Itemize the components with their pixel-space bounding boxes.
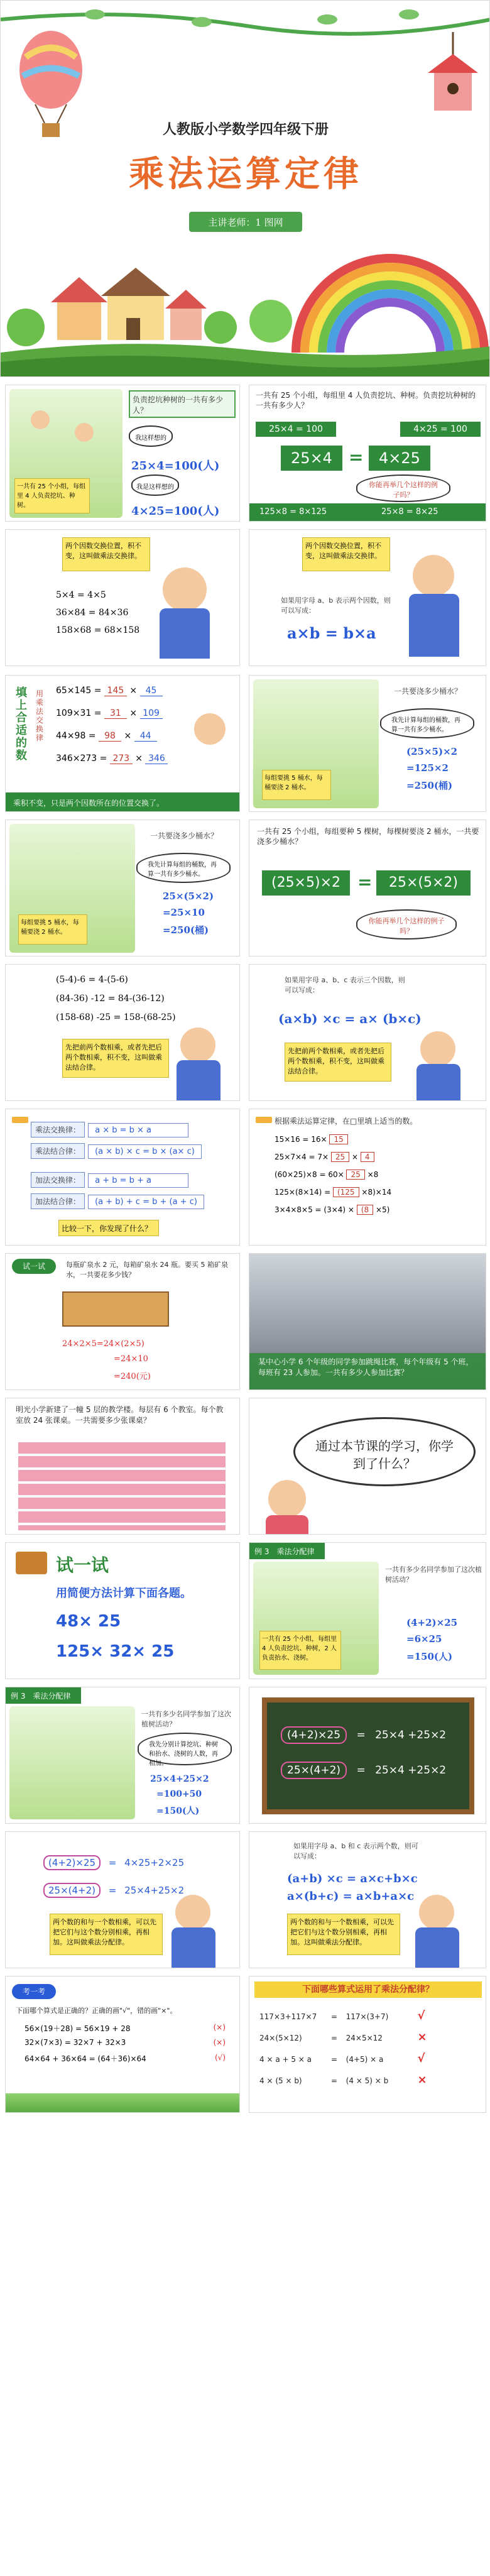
big-right: 4×25	[369, 446, 430, 471]
dist-mid: =	[330, 2012, 337, 2021]
q-1: 48× 25	[56, 1612, 121, 1631]
fill-row-2	[275, 1152, 374, 1162]
question: 一共有多少名同学参加了这次植树活动？	[141, 1710, 231, 1728]
fill-left: 3×4×8×5 = (3×4) ×	[275, 1205, 354, 1214]
teacher-icon	[419, 1895, 454, 1930]
line-3: 158×68 = 68×158	[56, 625, 140, 635]
bubble-text: 通过本节课的学习，你学到了什么？	[315, 1439, 454, 1471]
dist-mid: =	[330, 2055, 337, 2064]
foot-text: 乘积不变，只是两个因数所在的位置交换了。	[13, 799, 165, 808]
eq-right-panel: 4×25 = 100	[400, 422, 481, 437]
slide-14-jump-rope	[249, 1253, 486, 1390]
big-left: 25×4	[281, 446, 342, 471]
row-left: 44×98 =	[56, 731, 96, 741]
quiz-text: 64×64 + 36×64 = (64＋36)×64	[24, 2054, 146, 2063]
header-badge: 考一考	[12, 1984, 56, 1999]
slide-16-summary-question	[249, 1398, 486, 1535]
slide-13-water-bottles	[5, 1253, 240, 1390]
row-op: ×	[129, 686, 138, 696]
quiz-row-3	[24, 2053, 232, 2064]
quiz-mark: (×)	[213, 2023, 226, 2032]
eq-left-panel: 25×4 = 100	[256, 422, 336, 437]
dist-mid: =	[330, 2034, 337, 2042]
eq-1: 25×4+25×2	[150, 1774, 209, 1784]
eq-1: 25×(5×2)	[163, 891, 214, 902]
rule-note: 先把前两个数相乘，或者先把后两个数相乘，积不变，这叫做乘法结合律。	[285, 1043, 391, 1082]
row-a: 273	[110, 754, 133, 764]
slide-22-distributive-formula	[249, 1831, 486, 1968]
fill-box: (125	[333, 1187, 359, 1197]
slide-21-distributive-rule	[5, 1831, 240, 1968]
dist-right: (4 × 5) × b	[346, 2076, 389, 2085]
line-2: 36×84 = 84×36	[56, 608, 129, 618]
book-icon	[16, 1552, 47, 1574]
teacher-icon	[180, 1028, 215, 1063]
eq-3: =250(桶)	[163, 924, 209, 936]
dist-mark: ×	[417, 2031, 427, 2044]
teacher-icon	[163, 567, 207, 611]
rule-note: 两个因数交换位置，积不变，这叫做乘法交换律。	[62, 537, 150, 571]
dist-left: 117×3+117×7	[259, 2012, 317, 2021]
row-2	[56, 708, 194, 719]
eq-1: 24×2×5=24×(2×5)	[62, 1339, 144, 1349]
dist-right: 117×(3+7)	[346, 2012, 389, 2021]
boxes-icon	[62, 1291, 169, 1327]
instruction: 根据乘法运算定律，在□里填上适当的数。	[275, 1117, 418, 1126]
slide-20-distributive-board	[249, 1687, 486, 1824]
page-footer-space	[0, 2119, 490, 2576]
problem-text: 一共有 25 个小组，每组要种 5 棵树，每棵树要浇 2 桶水，一共要浇多少桶水？	[257, 827, 479, 846]
fill-box: 25	[331, 1152, 349, 1162]
dist-left: 24×(5×12)	[259, 2034, 302, 2042]
intro: 下面哪个算式是正确的？正确的画"√"，错的画"×"。	[16, 2007, 177, 2015]
kid-1-icon	[31, 410, 50, 429]
row-b: 44	[134, 731, 157, 742]
slide-23-quiz	[5, 1976, 240, 2113]
row-b: 109	[140, 708, 163, 719]
header: 试一试	[56, 1555, 109, 1576]
question-bubble: 负责挖坑种树的一共有多少人？	[129, 390, 236, 418]
question: 一共要浇多少桶水？	[150, 831, 219, 840]
eq-2: =24×10	[114, 1354, 148, 1364]
fill-left: 125×(8×14) =	[275, 1188, 331, 1197]
eq-1: (25×5)×2	[406, 746, 458, 757]
ask-bubble: 你能再举几个这样的例子吗？	[356, 474, 450, 502]
teacher-body	[415, 1927, 459, 1968]
slide-18-distributive-a	[249, 1542, 486, 1679]
row-a: 98	[99, 731, 121, 742]
line-1: (5-4)-6 = 4-(5-6)	[56, 975, 128, 985]
teacher-icon	[175, 1895, 210, 1930]
row-left: (4+2)×25	[43, 1855, 101, 1870]
side-sub: 用乘法交换律	[36, 689, 44, 742]
quiz-mark: (×)	[213, 2038, 226, 2047]
title: 下面哪些算式运用了乘法分配律？	[254, 1981, 482, 1998]
row-eq: =	[356, 1764, 366, 1777]
quiz-ground	[6, 2093, 240, 2113]
fill-mid: ×	[351, 1153, 359, 1161]
row-left: 25×(4+2)	[281, 1762, 347, 1779]
title-slide	[0, 0, 490, 377]
dist-row-4	[259, 2073, 479, 2086]
dist-mark: ×	[417, 2073, 427, 2086]
row-a: 145	[104, 686, 127, 696]
row-2	[43, 1885, 184, 1896]
pencil-icon	[256, 1117, 272, 1123]
line-3: (158-68) -25 = 158-(68-25)	[56, 1012, 176, 1022]
example-2: 25×8 = 8×25	[381, 507, 438, 517]
law-row-2	[31, 1143, 202, 1159]
dist-mark: √	[417, 2009, 425, 2022]
slide-5-fill-numbers	[5, 675, 240, 812]
row-eq: =	[356, 1729, 366, 1741]
fill-left: 25×7×4 = 7×	[275, 1153, 329, 1161]
task: 用简便方法计算下面各题。	[56, 1587, 192, 1600]
row-right: 25×4 +25×2	[375, 1764, 447, 1777]
slide-15-desks	[5, 1398, 240, 1535]
eq-2: =100+50	[156, 1789, 202, 1799]
fill-row-1	[275, 1134, 348, 1144]
fill-left: 15×16 = 16×	[275, 1135, 327, 1144]
kid-2-icon	[75, 423, 94, 442]
fill-row-5	[275, 1205, 389, 1215]
teacher-body	[172, 1927, 215, 1968]
right-expr: 25×(5×2)	[376, 870, 471, 896]
eq-2: =6×25	[406, 1633, 442, 1645]
slide-10-associative-formula	[249, 964, 486, 1101]
fill-mid: ×8)×14	[361, 1188, 392, 1197]
problem-text: 明光小学新建了一幢 5 层的教学楼。每层有 6 个教室。每个教室放 24 张课桌。一共需要多少张课桌？	[16, 1405, 224, 1425]
line-1: 5×4 = 4×5	[56, 590, 106, 600]
row-right: 25×4+25×2	[124, 1885, 185, 1896]
tag: 例 3 乘法分配律	[6, 1687, 81, 1704]
page-title: 乘法运算定律	[129, 153, 362, 195]
fill-mid: ×5)	[375, 1205, 390, 1214]
fill-box-2: 4	[361, 1152, 374, 1162]
row-eq: =	[108, 1885, 117, 1896]
slide-8-associative-compare	[249, 819, 486, 956]
dist-right: 24×5×12	[346, 2034, 383, 2042]
me-bubble: 我是这样想的	[131, 474, 179, 496]
formula-2: a×(b+c) = a×b+a×c	[287, 1890, 415, 1903]
formula: (a×b) ×c = a× (b×c)	[278, 1011, 422, 1026]
teacher-body	[177, 1060, 220, 1101]
dist-row-1	[259, 2009, 479, 2022]
quiz-text: 32×(7×3) = 32×7 + 32×3	[24, 2038, 126, 2047]
law-row-3	[31, 1172, 188, 1188]
row-4	[56, 754, 207, 764]
law-label: 乘法结合律：	[31, 1143, 85, 1159]
law-label: 加法结合律：	[31, 1193, 85, 1209]
law-formula: (a × b) × c = b × (a× c)	[88, 1144, 202, 1159]
row-left: 65×145 =	[56, 686, 102, 696]
girl-icon	[268, 1480, 306, 1518]
row-right: 25×4 +25×2	[375, 1729, 447, 1741]
row-left: (4+2)×25	[281, 1726, 347, 1744]
line-2: (84-36) -12 = 84-(36-12)	[56, 994, 165, 1004]
eq-3: =150(人)	[156, 1806, 200, 1816]
law-row-1	[31, 1122, 188, 1138]
fill-box: 25	[346, 1170, 364, 1180]
row-eq: =	[108, 1857, 117, 1868]
row-op: ×	[124, 731, 132, 741]
slide-2-commutative-example	[249, 385, 486, 522]
kid-caption: 一共有 25 个小组，每组里 4 人负责挖坑、种树。	[14, 478, 90, 513]
eq-3: =240(元)	[114, 1372, 151, 1381]
formula-hint: 如果用字母 a、b 表示两个因数，则可以写成：	[281, 596, 391, 615]
big-equals: =	[349, 447, 364, 468]
equals: =	[357, 872, 373, 892]
slide-7-associative-b	[5, 819, 240, 956]
problem-text: 每瓶矿泉水 2 元，每箱矿泉水 24 瓶。要买 5 箱矿泉水，一共要花多少钱？	[66, 1261, 228, 1279]
slide-9-associative-lines	[5, 964, 240, 1101]
formula-hint: 如果用字母 a、b、c 表示三个因数，则可以写成：	[285, 976, 405, 994]
example-1: 125×8 = 8×125	[259, 507, 327, 517]
row-left: 109×31 =	[56, 708, 102, 718]
row-1	[56, 686, 194, 696]
rule-note: 两个数的和与一个数相乘，可以先把它们与这个数分别相乘，再相加。这叫做乘法分配律。	[50, 1914, 163, 1955]
law-formula: a × b = b × a	[88, 1123, 188, 1137]
slide-11-law-summary	[5, 1109, 240, 1246]
teacher-body	[416, 1064, 460, 1101]
dist-row-2	[259, 2031, 479, 2044]
scene-illustration	[9, 1706, 135, 1819]
law-row-4	[31, 1193, 204, 1210]
dist-left: 4 × a + 5 × a	[259, 2055, 312, 2064]
dist-row-3	[259, 2052, 479, 2065]
row-left: 25×(4+2)	[43, 1883, 101, 1898]
answer-bubble: 我这样想的	[129, 425, 173, 447]
slide-17-try-it	[5, 1542, 240, 1679]
eq-3: =250(桶)	[406, 780, 453, 791]
kid-bubble: 我先计算每组的桶数，再算一共有多少桶水。	[380, 708, 474, 738]
quiz-text: 56×(19＋28) = 56×19 + 28	[24, 2024, 131, 2033]
teacher-icon	[194, 713, 226, 745]
fill-box: (8	[357, 1205, 373, 1215]
teacher-label: 主讲老师：1 图网	[208, 217, 283, 228]
dist-mark: √	[417, 2052, 425, 2065]
teacher-icon	[413, 555, 454, 596]
slide-6-associative-a	[249, 675, 486, 812]
row-a: 31	[104, 708, 127, 719]
law-formula: (a + b) + c = b + (a + c)	[88, 1195, 204, 1209]
dist-mid: =	[330, 2076, 337, 2085]
equation-2: 4×25=100(人)	[131, 505, 220, 518]
row-right: 4×25+2×25	[124, 1857, 185, 1868]
law-formula: a + b = b + a	[88, 1173, 188, 1188]
row-1	[43, 1857, 184, 1868]
teacher-body	[409, 594, 459, 657]
chalkboard	[262, 1697, 474, 1814]
row-b: 346	[145, 754, 168, 764]
kid-caption: 每组要挑 5 桶水，每桶要浇 2 桶水。	[262, 770, 331, 800]
tag: 例 3 乘法分配律	[249, 1543, 325, 1559]
ask-note: 比较一下，你发现了什么？	[58, 1220, 159, 1236]
formula-1: (a+b) ×c = a×c+b×c	[287, 1872, 418, 1885]
rule-note: 两个数的和与一个数相乘，可以先把它们与这个数分别相乘，再相加。这叫做乘法分配律。	[287, 1914, 400, 1955]
slide-19-distributive-b	[5, 1687, 240, 1824]
slide-24-which-distributive	[249, 1976, 486, 2113]
teacher-icon	[420, 1031, 455, 1066]
kid-bubble: 我先分别计算挖坑、种树和抬水、浇树的人数，再相加。	[138, 1733, 232, 1765]
kid-caption: 一共有 25 个小组，每组里 4 人负责挖坑、种树，2 人负责抬水、浇树。	[259, 1631, 341, 1670]
row-3	[56, 731, 194, 742]
law-label: 加法交换律：	[31, 1172, 85, 1188]
fill-box: 15	[329, 1134, 347, 1144]
side-label: 填上合适的数	[16, 686, 27, 762]
fill-mid: ×8	[367, 1170, 379, 1179]
eq-3: =150(人)	[406, 1651, 453, 1662]
formula-hint: 如果用字母 a、b 和 c 表示两个数，则可以写成：	[293, 1842, 418, 1860]
question: 一共有多少名同学参加了这次植树活动？	[385, 1565, 482, 1584]
left-expr: (25×5)×2	[262, 870, 350, 896]
question: 一共要浇多少桶水？	[394, 687, 462, 696]
eq-1: (4+2)×25	[406, 1617, 458, 1628]
board-row-1	[281, 1729, 446, 1741]
board-row-2	[281, 1764, 446, 1777]
row-left: 346×273 =	[56, 754, 107, 764]
quiz-row-1	[24, 2023, 232, 2034]
kid-bubble: 我先计算每组的桶数，再算一共有多少桶水。	[136, 853, 231, 883]
girl-body	[266, 1515, 308, 1535]
caption-text: 某中心小学 6 个年级的同学参加跳绳比赛，每个年级有 5 个班，每班有 23 人参加。一共有多少人参加比赛？	[258, 1357, 474, 1377]
equation-1: 25×4=100(人)	[131, 459, 220, 473]
rule-note: 先把前两个数相乘，或者先把后两个数相乘，积不变，这叫做乘法结合律。	[62, 1039, 169, 1078]
row-b: 45	[140, 686, 163, 696]
slide-1-tree-planting	[5, 385, 240, 522]
slide-3-commutative-rule	[5, 529, 240, 666]
photo-building	[18, 1442, 226, 1530]
pencil-icon	[12, 1117, 28, 1123]
formula: a×b = b×a	[287, 624, 376, 642]
row-op: ×	[135, 754, 143, 764]
fill-row-4	[275, 1187, 391, 1197]
slide-12-fill-boxes	[249, 1109, 486, 1246]
dist-left: 4 × (5 × b)	[259, 2076, 302, 2085]
law-label: 乘法交换律：	[31, 1122, 85, 1137]
ask-bubble: 你能再举几个这样的例子吗？	[356, 909, 457, 940]
dist-right: (4+5) × a	[346, 2055, 384, 2064]
fill-left: (60×25)×8 = 60×	[275, 1170, 344, 1179]
slide-4-commutative-formula	[249, 529, 486, 666]
row-op: ×	[129, 708, 138, 718]
fill-row-3	[275, 1170, 378, 1180]
teacher-body	[160, 608, 210, 659]
q-2: 125× 32× 25	[56, 1642, 175, 1661]
eq-2: =25×10	[163, 907, 205, 918]
problem-text: 一共有 25 个小组，每组里 4 人负责挖坑、种树。负责挖坑种树的一共有多少人？	[256, 391, 476, 410]
eq-2: =125×2	[406, 762, 449, 774]
quiz-row-2	[24, 2038, 232, 2047]
quiz-mark: (√)	[214, 2053, 226, 2062]
header-badge: 试一试	[12, 1259, 56, 1274]
kid-caption: 每组要挑 5 桶水，每桶要浇 2 桶水。	[18, 914, 87, 945]
title-subtitle: 人教版小学数学四年级下册	[162, 121, 329, 138]
rule-note: 两个因数交换位置，积不变，这叫做乘法交换律。	[302, 537, 390, 571]
